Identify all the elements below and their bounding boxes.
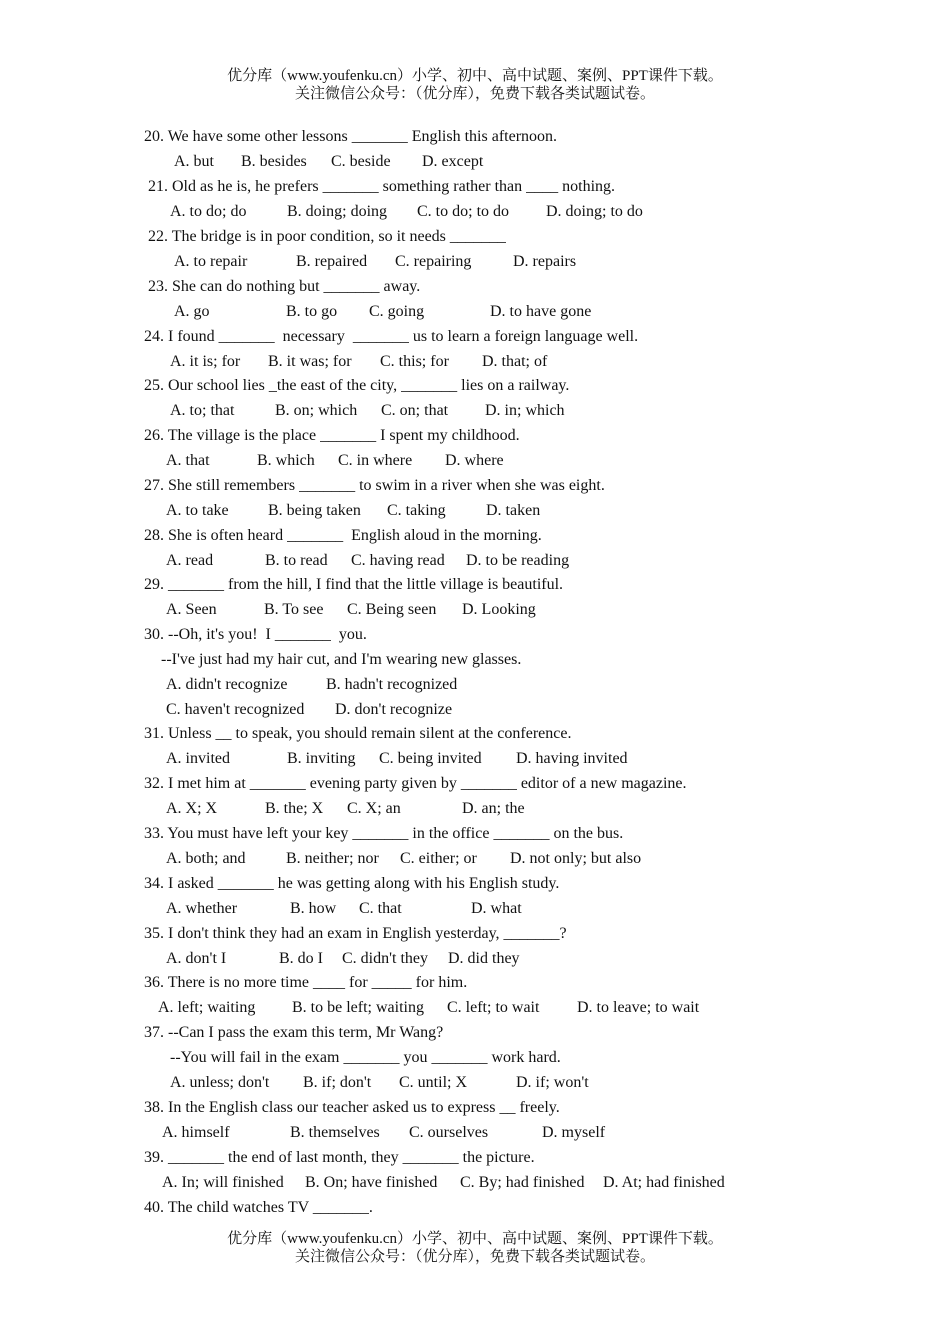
question-39: 39. _______ the end of last month, they _______ the picture.	[144, 1149, 535, 1166]
option-38-b: B. themselves	[290, 1124, 380, 1141]
option-33-b: B. neither; nor	[286, 850, 379, 867]
question-36: 36. There is no more time ____ for _____ for him.	[144, 974, 468, 991]
question-22: 22. The bridge is in poor condition, so it needs _______	[148, 228, 506, 245]
option-30-d: D. don't recognize	[335, 701, 453, 718]
option-36-b: B. to be left; waiting	[292, 999, 424, 1016]
option-21-b: B. doing; doing	[287, 203, 388, 220]
option-23-b: B. to go	[286, 303, 338, 320]
option-22-c: C. repairing	[395, 253, 472, 270]
option-26-d: D. where	[445, 452, 504, 469]
question-34: 34. I asked _______ he was getting along with his English study.	[144, 875, 560, 892]
option-25-d: D. in; which	[485, 402, 565, 419]
question-24: 24. I found _______ necessary _______ us to learn a foreign language well.	[144, 328, 639, 345]
header-line-1: 优分库（www.youfenku.cn）小学、初中、高中试题、案例、PPT课件下载。	[227, 68, 723, 84]
footer-line-2: 关注微信公众号：（优分库），免费下载各类试题试卷。	[294, 1249, 655, 1265]
question-23: 23. She can do nothing but _______ away.	[148, 278, 421, 295]
option-29-d: D. Looking	[462, 601, 536, 618]
option-23-c: C. going	[369, 303, 425, 320]
option-20-b: B. besides	[241, 153, 307, 170]
option-25-a: A. to; that	[170, 402, 235, 419]
option-27-c: C. taking	[387, 502, 446, 519]
footer-line-1: 优分库（www.youfenku.cn）小学、初中、高中试题、案例、PPT课件下载。	[227, 1231, 723, 1247]
option-31-d: D. having invited	[516, 750, 628, 767]
option-38-d: D. myself	[542, 1124, 606, 1141]
option-26-a: A. that	[166, 452, 210, 469]
page-header	[0, 67, 950, 103]
option-37-d: D. if; won't	[516, 1074, 589, 1091]
option-32-a: A. X; X	[166, 800, 218, 817]
option-28-a: A. read	[166, 552, 214, 569]
option-21-d: D. doing; to do	[546, 203, 643, 220]
option-33-a: A. both; and	[166, 850, 246, 867]
option-30-c: C. haven't recognized	[166, 701, 305, 718]
option-25-b: B. on; which	[275, 402, 358, 419]
option-24-d: D. that; of	[482, 353, 548, 370]
question-31: 31. Unless __ to speak, you should remain silent at the conference.	[144, 725, 572, 742]
option-36-c: C. left; to wait	[447, 999, 540, 1016]
option-26-b: B. which	[257, 452, 315, 469]
option-35-b: B. do I	[279, 950, 323, 967]
option-35-d: D. did they	[448, 950, 520, 967]
question-21: 21. Old as he is, he prefers _______ something rather than ____ nothing.	[148, 178, 616, 195]
question-33: 33. You must have left your key _______ in the office _______ on the bus.	[144, 825, 624, 842]
option-23-d: D. to have gone	[490, 303, 592, 320]
option-24-b: B. it was; for	[268, 353, 352, 370]
option-32-d: D. an; the	[462, 800, 525, 817]
option-24-a: A. it is; for	[170, 353, 241, 370]
option-36-d: D. to leave; to wait	[577, 999, 700, 1016]
option-34-c: C. that	[359, 900, 402, 917]
option-39-d: D. At; had finished	[603, 1174, 725, 1191]
question-37: 37. --Can I pass the exam this term, Mr Wang?	[144, 1024, 444, 1041]
option-30-a: A. didn't recognize	[166, 676, 288, 693]
question-27: 27. She still remembers _______ to swim in a river when she was eight.	[144, 477, 605, 494]
option-34-d: D. what	[471, 900, 522, 917]
option-37-b: B. if; don't	[303, 1074, 372, 1091]
option-39-a: A. In; will finished	[162, 1174, 284, 1191]
option-37-c: C. until; X	[399, 1074, 468, 1091]
question-25: 25. Our school lies _the east of the city, _______ lies on a railway.	[144, 377, 570, 394]
option-29-c: C. Being seen	[347, 601, 437, 618]
option-39-c: C. By; had finished	[460, 1174, 585, 1191]
option-29-b: B. To see	[264, 601, 324, 618]
question-26: 26. The village is the place _______ I spent my childhood.	[144, 427, 520, 444]
option-28-d: D. to be reading	[466, 552, 570, 569]
option-38-c: C. ourselves	[409, 1124, 489, 1141]
option-31-c: C. being invited	[379, 750, 482, 767]
question-29: 29. _______ from the hill, I find that the little village is beautiful.	[144, 576, 564, 593]
option-27-a: A. to take	[166, 502, 229, 519]
option-22-a: A. to repair	[174, 253, 248, 270]
option-35-a: A. don't I	[166, 950, 227, 967]
option-35-c: C. didn't they	[342, 950, 428, 967]
option-39-b: B. On; have finished	[305, 1174, 438, 1191]
option-29-a: A. Seen	[166, 601, 217, 618]
option-37-a: A. unless; don't	[170, 1074, 270, 1091]
header-line-2: 关注微信公众号：（优分库），免费下载各类试题试卷。	[294, 86, 655, 102]
option-38-a: A. himself	[162, 1124, 230, 1141]
option-20-d: D. except	[422, 153, 484, 170]
question-35: 35. I don't think they had an exam in English yesterday, _______?	[144, 925, 567, 942]
page-footer	[0, 1230, 950, 1266]
option-21-a: A. to do; do	[170, 203, 247, 220]
question-30-reply: --I've just had my hair cut, and I'm wearing new glasses.	[161, 651, 522, 668]
option-34-a: A. whether	[166, 900, 238, 917]
option-34-b: B. how	[290, 900, 337, 917]
option-25-c: C. on; that	[381, 402, 449, 419]
option-31-a: A. invited	[166, 750, 230, 767]
option-27-b: B. being taken	[268, 502, 361, 519]
option-33-c: C. either; or	[400, 850, 477, 867]
option-22-b: B. repaired	[296, 253, 368, 270]
option-27-d: D. taken	[486, 502, 541, 519]
question-20: 20. We have some other lessons _______ English this afternoon.	[144, 128, 558, 145]
option-31-b: B. inviting	[287, 750, 356, 767]
option-30-b: B. hadn't recognized	[326, 676, 458, 693]
option-28-b: B. to read	[265, 552, 328, 569]
option-33-d: D. not only; but also	[510, 850, 642, 867]
question-28: 28. She is often heard _______ English aloud in the morning.	[144, 527, 542, 544]
question-38: 38. In the English class our teacher asked us to express __ freely.	[144, 1099, 560, 1116]
option-26-c: C. in where	[338, 452, 413, 469]
option-24-c: C. this; for	[380, 353, 449, 370]
option-21-c: C. to do; to do	[417, 203, 510, 220]
option-28-c: C. having read	[351, 552, 445, 569]
option-23-a: A. go	[174, 303, 210, 320]
question-40: 40. The child watches TV _______.	[144, 1199, 373, 1216]
option-32-b: B. the; X	[265, 800, 324, 817]
option-20-a: A. but	[174, 153, 214, 170]
option-22-d: D. repairs	[513, 253, 577, 270]
option-20-c: C. beside	[331, 153, 391, 170]
option-32-c: C. X; an	[347, 800, 401, 817]
question-32: 32. I met him at _______ evening party given by _______ editor of a new magazine.	[144, 775, 687, 792]
question-30: 30. --Oh, it's you! I _______ you.	[144, 626, 367, 643]
option-36-a: A. left; waiting	[158, 999, 256, 1016]
question-37-reply: --You will fail in the exam _______ you _______ work hard.	[170, 1049, 561, 1066]
